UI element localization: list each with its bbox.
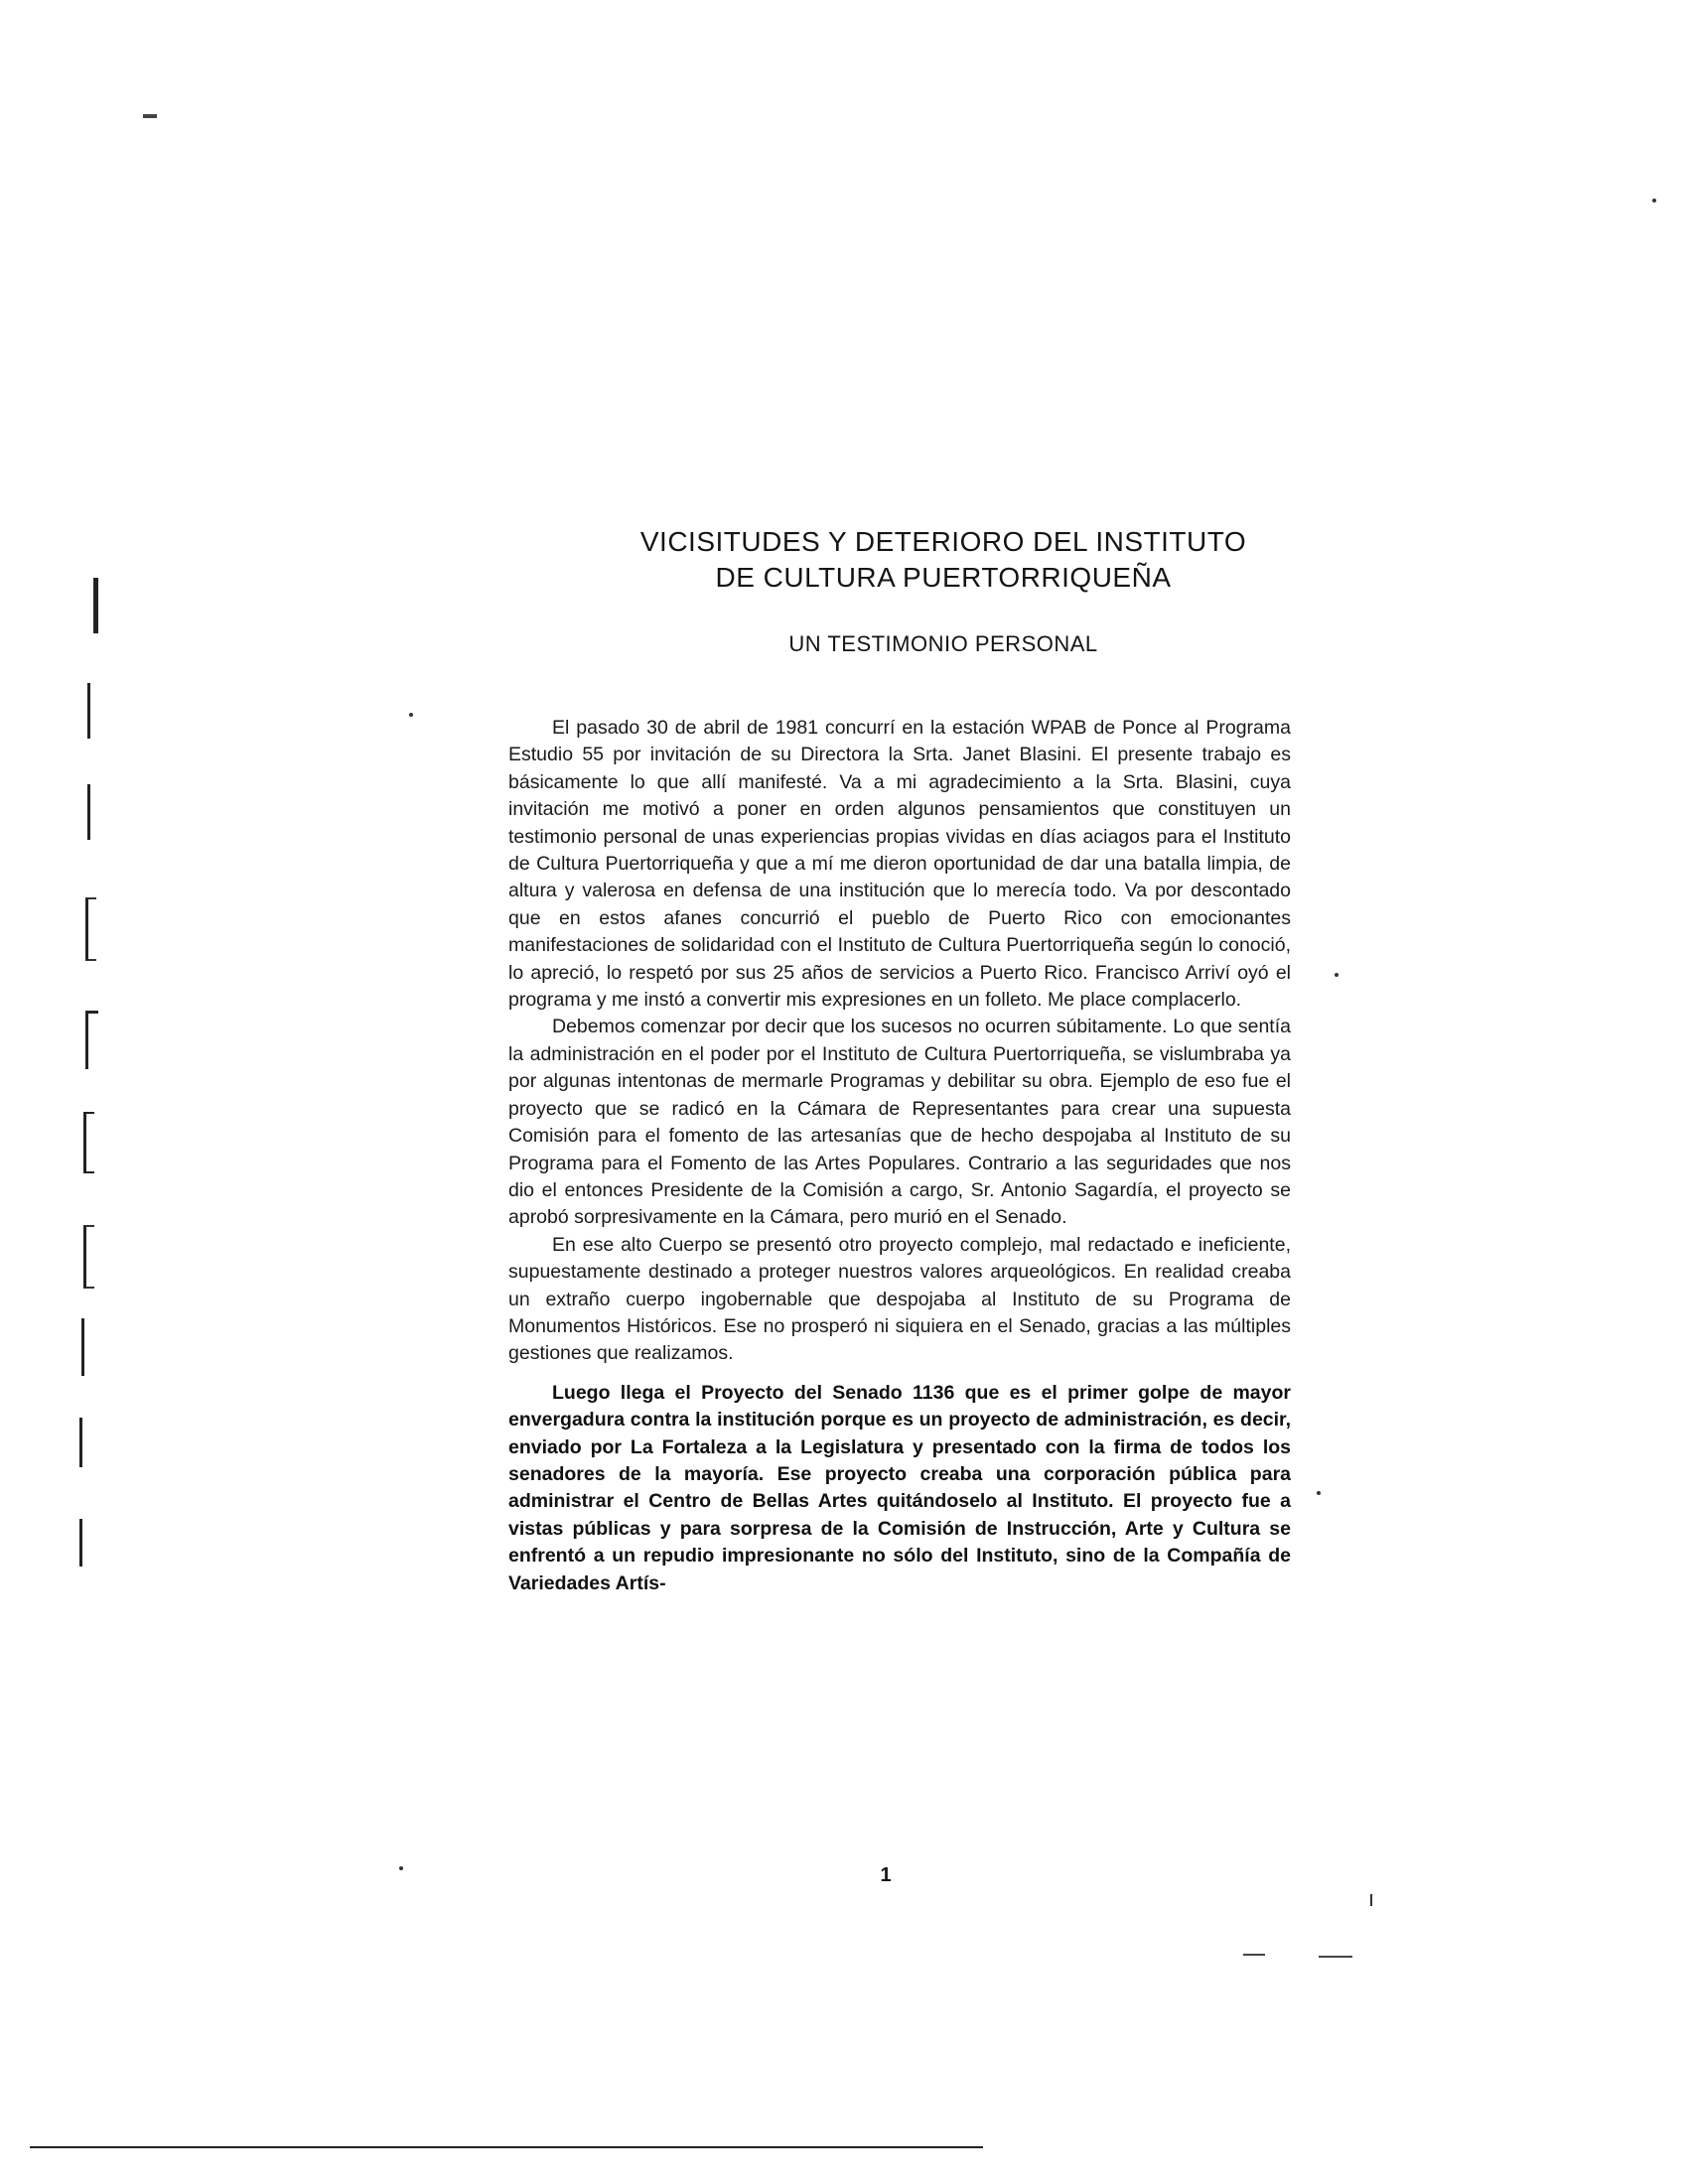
binding-mark bbox=[87, 683, 90, 739]
body-paragraph: En ese alto Cuerpo se presentó otro proyecto complejo, mal redactado e ineficiente, supuestamente destinado a proteger nuestros valores arqueológicos. En realidad creaba un extraño cuerpo ingobernable que despojaba al Instituto de su Programa de Monumentos Históricos. Ese no prosperó ni siquiera en el Senado, gracias a las múltiples gestiones que realizamos. bbox=[508, 1233, 1291, 1365]
scan-speck bbox=[1652, 199, 1656, 203]
bottom-edge-line bbox=[30, 2146, 983, 2148]
binding-mark bbox=[85, 897, 96, 961]
binding-mark bbox=[85, 1011, 98, 1069]
binding-mark bbox=[79, 1418, 82, 1467]
document-subtitle: UN TESTIMONIO PERSONAL bbox=[788, 631, 1098, 656]
scan-speck bbox=[1335, 973, 1339, 977]
scan-speck bbox=[1317, 1491, 1321, 1495]
binding-mark bbox=[81, 1318, 84, 1376]
scan-speck bbox=[1370, 1894, 1372, 1906]
binding-mark bbox=[83, 1112, 94, 1173]
scan-speck bbox=[409, 713, 413, 717]
scan-speck bbox=[399, 1866, 403, 1870]
document-title-line2: DE CULTURA PUERTORRIQUEÑA bbox=[715, 562, 1172, 593]
page-number: 1 bbox=[880, 1864, 892, 1886]
body-paragraph: Luego llega el Proyecto del Senado 1136 que es el primer golpe de mayor envergadura contra la institución porque es un proyecto de administración, es decir, enviado por La Fortaleza a la Legislatura y presentado con la firma de todos los senadores de la mayoría. Ese proyecto creaba una corporación pública para administrar el Centro de Bellas Artes quitándoselo al Instituto. El proyecto fue a vistas públicas y para sorpresa de la Comisión de Instrucción, Arte y Cultura se enfrentó a un repudio impresionante no sólo del Instituto, sino de la Compañía de Variedades Artís- bbox=[508, 1381, 1291, 1594]
binding-mark bbox=[93, 578, 98, 633]
binding-mark bbox=[87, 784, 90, 840]
document-title-line1: VICISITUDES Y DETERIORO DEL INSTITUTO bbox=[639, 526, 1247, 557]
binding-mark bbox=[83, 1225, 94, 1289]
document-body bbox=[508, 715, 1291, 1597]
scan-speck bbox=[143, 114, 157, 118]
scan-speck bbox=[1319, 1956, 1352, 1958]
binding-mark bbox=[79, 1519, 82, 1567]
scan-speck bbox=[1243, 1954, 1265, 1956]
body-paragraph: Debemos comenzar por decir que los sucesos no ocurren súbitamente. Lo que sentía la administración en el poder por el Instituto de Cultura Puertorriqueña, se vislumbraba ya por algunas intentonas de mermarle Programas y debilitar su obra. Ejemplo de eso fue el proyecto que se radicó en la Cámara de Representantes para crear una supuesta Comisión para el fomento de las artesanías que de hecho despojaba al Instituto de su Programa para el Fomento de las Artes Populares. Contrario a las seguridades que nos dio el entonces Presidente de la Comisión a cargo, Sr. Antonio Sagardía, el proyecto se aprobó sorpresivamente en la Cámara, pero murió en el Senado. bbox=[508, 1016, 1291, 1229]
body-paragraph: El pasado 30 de abril de 1981 concurrí en la estación WPAB de Ponce al Programa Estudio 55 por invitación de su Directora la Srta. Janet Blasini. El presente trabajo es básicamente lo que allí manifesté. Va a mi agradecimiento a la Srta. Blasini, cuya invitación me motivó a poner en orden algunos pensamientos que constituyen un testimonio personal de unas experiencias propias vividas en días aciagos para el Instituto de Cultura Puertorriqueña y que a mí me dieron oportunidad de dar una batalla limpia, de altura y valerosa en defensa de una institución que lo merecía todo. Va por descontado que en estos afanes concurrió el pueblo de Puerto Rico con emocionantes manifestaciones de solidaridad con el Instituto de Cultura Puertorriqueña según lo conoció, lo apreció, lo respetó por sus 25 años de servicios a Puerto Rico. Francisco Arriví oyó el programa y me instó a convertir mis expresiones en un folleto. Me place complacerlo. bbox=[508, 717, 1291, 1012]
